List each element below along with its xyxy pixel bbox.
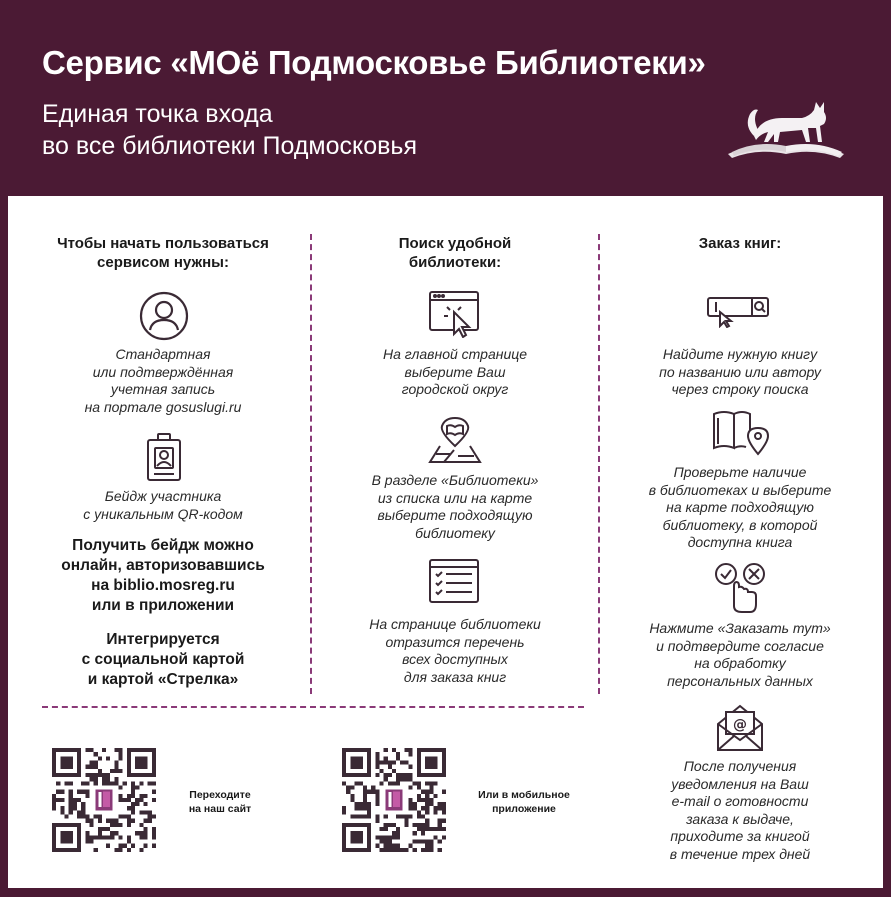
search-heading (320, 234, 590, 272)
search-caption (320, 472, 590, 542)
subtitle-line: во все библиотеки Подмосковья (42, 132, 417, 160)
column-divider (310, 234, 312, 694)
caption-line: учетная запись (110, 381, 216, 397)
caption-line: в течение трех дней (669, 845, 811, 862)
map-book-icon (428, 416, 482, 466)
requirement-caption (28, 488, 298, 523)
note-line: или в приложении (91, 597, 235, 614)
search-bar-icon (706, 294, 772, 328)
caption-line: на карте подходящую (666, 499, 814, 515)
order-heading: Заказ книг: (698, 235, 782, 252)
app-qr-label (464, 788, 584, 816)
caption-line: приходите за книгой (670, 828, 810, 844)
caption-line: для заказа книг (403, 668, 507, 685)
caption-line: и подтвердите согласие (656, 637, 824, 654)
caption-line: выберите подходящую (377, 507, 533, 523)
page-title: Сервис «МОё Подмосковье Библиотеки» (42, 44, 706, 81)
tap-confirm-icon (712, 562, 770, 614)
browser-click-icon (428, 290, 480, 338)
heading-line: Поиск удобной (398, 235, 512, 252)
caption-line: всех доступных (402, 651, 508, 667)
note-line: и картой «Стрелка» (87, 671, 239, 688)
svg-text:@: @ (733, 717, 747, 733)
requirement-caption (28, 346, 298, 416)
heading-line: Чтобы начать пользоваться (57, 235, 269, 252)
caption-line: Проверьте наличие (673, 464, 807, 480)
caption-line: библиотеку (415, 524, 495, 541)
caption-line: Бейдж участника (104, 488, 222, 504)
heading-line: сервисом нужны: (97, 254, 229, 271)
qr-label-line: приложение (492, 803, 556, 815)
cat-book-logo (724, 96, 848, 160)
note-line: Получить бейдж можно (72, 537, 254, 554)
caption-line: выберите Ваш (404, 363, 506, 380)
caption-line: После получения (683, 758, 797, 774)
note-line: онлайн, авторизовавшись (61, 557, 265, 574)
integration-note (28, 630, 298, 690)
caption-line: Стандартная (115, 346, 211, 362)
caption-line: уведомления на Ваш (671, 775, 809, 792)
user-account-icon (138, 290, 190, 342)
content-panel (8, 196, 883, 888)
caption-line: Нажмите «Заказать тут» (649, 620, 831, 636)
book-location-icon (710, 408, 770, 458)
header (0, 0, 891, 196)
caption-line: по названию или автору (659, 363, 821, 380)
caption-line: В разделе «Библиотеки» (371, 472, 539, 488)
qr-label-line: на наш сайт (188, 803, 252, 815)
caption-line: на портале gosuslugi.ru (84, 398, 242, 415)
subtitle-line: Единая точка входа (42, 100, 273, 128)
caption-line: городской округ (401, 381, 509, 397)
caption-line: в библиотеках и выберите (648, 481, 832, 498)
caption-line: на обработку (694, 655, 786, 671)
column-divider (598, 234, 600, 694)
page-subtitle (42, 98, 417, 162)
caption-line: e-mail о готовности (671, 793, 809, 809)
checklist-icon (428, 558, 480, 604)
heading-line: библиотеки: (408, 254, 502, 271)
note-line: Интегрируется (106, 631, 220, 648)
caption-line: Найдите нужную книгу (662, 346, 818, 362)
caption-line: На главной странице (382, 346, 528, 362)
row-divider (42, 706, 584, 708)
app-qr-code[interactable] (342, 748, 446, 852)
caption-line: или подтверждённая (92, 363, 234, 380)
order-caption (608, 620, 872, 690)
order-caption (608, 464, 872, 552)
email-icon (716, 702, 764, 752)
order-caption (608, 758, 872, 863)
caption-line: отразится перечень (385, 633, 525, 650)
qr-label-line: Или в мобильное (478, 789, 570, 801)
search-caption (320, 346, 590, 399)
requirements-heading (28, 234, 298, 272)
note-line: на biblio.mosreg.ru (91, 577, 235, 594)
caption-line: На странице библиотеки (369, 616, 541, 632)
site-qr-label (172, 788, 268, 816)
caption-line: через строку поиска (671, 381, 809, 397)
caption-line: из списка или на карте (377, 489, 533, 506)
caption-line: библиотеку, в которой (662, 516, 818, 533)
order-caption (608, 346, 872, 399)
search-caption (320, 616, 590, 686)
caption-line: заказа к выдаче, (686, 810, 794, 827)
caption-line: доступна книга (687, 534, 793, 550)
caption-line: с уникальным QR-кодом (83, 505, 243, 522)
caption-line: персональных данных (667, 672, 813, 689)
note-line: с социальной картой (81, 651, 245, 668)
badge-note (28, 536, 298, 616)
qr-label-line: Переходите (189, 789, 251, 801)
badge-icon (144, 432, 184, 482)
site-qr-code[interactable] (52, 748, 156, 852)
